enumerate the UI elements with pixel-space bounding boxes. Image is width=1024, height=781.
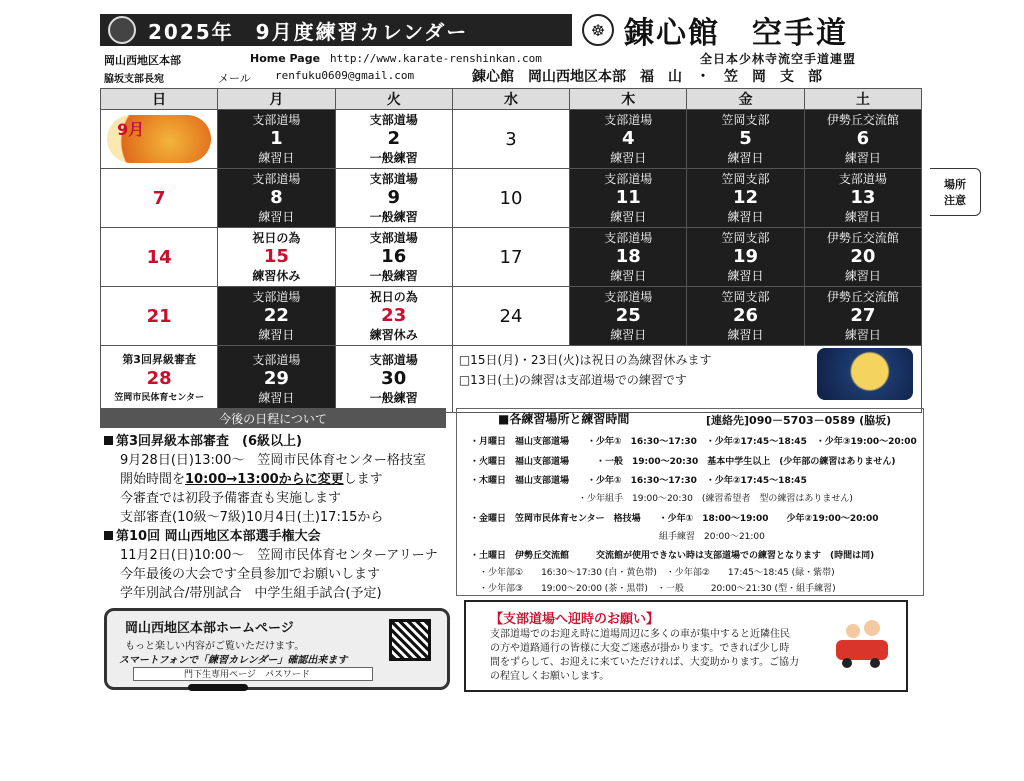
day-location: 笠岡支部	[721, 231, 770, 245]
day-status: 練習日	[258, 391, 295, 405]
day-cell	[218, 346, 335, 413]
day-cell	[335, 346, 452, 413]
qr-code-icon[interactable]	[389, 619, 431, 661]
day-cell	[570, 110, 687, 169]
day-location: 支部道場	[369, 231, 418, 245]
month-badge-cell	[101, 110, 218, 169]
day-status: 練習日	[727, 269, 764, 283]
day-location: 支部道場	[252, 353, 301, 367]
day-cell	[101, 228, 218, 287]
calendar-table	[100, 88, 922, 413]
event1-line: 支部審査(10級～7級)10月4日(土)17:15から	[120, 510, 384, 525]
day-cell	[218, 110, 335, 169]
day-number: 17	[499, 246, 523, 268]
day-number: 30	[381, 368, 407, 389]
notice-line: 間をずらして、お迎えに来ていただければ、大変助かります。ご協力	[490, 657, 799, 668]
day-number: 12	[733, 187, 759, 208]
day-number: 11	[615, 187, 641, 208]
hours-row: ・金曜日 笠岡市民体育センター 格技場 ・少年① 18:00～19:00 少年②19:00～20:00	[470, 514, 879, 524]
notice-line: 支部道場でのお迎え時に道場周辺に多くの車が集中すると近隣住民	[490, 629, 790, 640]
event1-title: 第3回昇級本部審査 (6級以上)	[116, 434, 302, 449]
hours-row: ・火曜日 福山支部道場 ・一般 19:00～20:30 基本中学生以上 (少年部の練習はありません)	[470, 457, 896, 467]
location-note-label: 場所	[944, 178, 966, 191]
change-suffix: します	[343, 472, 383, 487]
day-cell	[804, 228, 921, 287]
day-status: 練習日	[844, 210, 881, 224]
homepage-url[interactable]: http://www.karate-renshinkan.com	[330, 52, 542, 65]
day-number: 26	[733, 305, 759, 326]
event2-line: 今年最後の大会です全員参加でお願いします	[120, 567, 381, 582]
bullet-square-icon	[104, 436, 113, 445]
hours-row: ・少年部① 16:30～17:30 (白・黄色帯) ・少年部② 17:45～18:45 (緑・紫帯)	[470, 568, 835, 578]
day-cell	[687, 228, 804, 287]
day-status: 練習日	[258, 328, 295, 342]
month-badge-label: 9月	[117, 120, 145, 139]
branch-line: 錬心館 岡山西地区本部 福 山 ・ 笠 岡 支 部	[472, 69, 822, 85]
day-number: 28	[146, 368, 172, 389]
day-location: 支部道場	[369, 172, 418, 186]
weekday-mon: 月	[218, 89, 335, 110]
notice-line: の程宜しくお願いします。	[490, 671, 610, 682]
event2-line: 学年別試合/帯別試合 中学生組手試合(予定)	[120, 586, 382, 601]
event2-title-row	[104, 528, 321, 545]
week-row	[101, 287, 922, 346]
day-number: 18	[615, 246, 641, 267]
weekday-sat: 土	[804, 89, 921, 110]
day-status: 練習日	[844, 328, 881, 342]
location-note-tab	[930, 168, 981, 216]
day-status: 練習日	[844, 151, 881, 165]
day-status: 一般練習	[369, 391, 418, 405]
weekday-sun: 日	[101, 89, 218, 110]
day-number: 1	[270, 128, 283, 149]
day-location: 笠岡支部	[721, 290, 770, 304]
day-cell	[218, 287, 335, 346]
day-status: 練習日	[258, 210, 295, 224]
day-cell	[218, 228, 335, 287]
day-number: 19	[733, 246, 759, 267]
hq-label: 岡山西地区本部	[104, 54, 181, 67]
day-cell	[687, 169, 804, 228]
day-cell	[218, 169, 335, 228]
day-number: 5	[739, 128, 752, 149]
day-number: 23	[381, 305, 407, 326]
day-venue: 笠岡市民体育センター	[114, 393, 204, 403]
day-location: 支部道場	[252, 113, 301, 127]
schedule-header: 今後の日程について	[100, 408, 446, 428]
calendar-note: □15日(月)・23日(火)は祝日の為練習休みます	[458, 353, 712, 367]
weekday-wed: 水	[452, 89, 569, 110]
family-car-icon	[832, 618, 892, 668]
day-cell	[101, 287, 218, 346]
day-cell	[101, 346, 218, 413]
weekday-tue: 火	[335, 89, 452, 110]
day-number: 25	[615, 305, 641, 326]
day-status: 練習日	[610, 328, 647, 342]
emblem-icon	[108, 16, 136, 44]
notice-body	[490, 628, 799, 684]
dojo-emblem-icon: ☸	[582, 14, 614, 46]
day-cell	[687, 287, 804, 346]
notice-title: 【支部道場へ迎時のお願い】	[490, 612, 660, 627]
day-number: 7	[152, 187, 166, 209]
day-location: 支部道場	[604, 231, 653, 245]
day-status: 練習日	[610, 210, 647, 224]
event1-line: 今審査では初段予備審査も実施します	[120, 491, 342, 506]
day-cell	[452, 110, 569, 169]
homepage-label: Home Page	[250, 52, 321, 65]
person-label: 脇坂支部長宛	[104, 74, 164, 85]
week-row	[101, 346, 922, 413]
day-location: 支部道場	[252, 290, 301, 304]
day-status: 練習日	[727, 151, 764, 165]
weekday-header-row	[101, 89, 922, 110]
day-location: 支部道場	[604, 290, 653, 304]
homepage-box-line: スマートフォンで「練習カレンダー」確認出来ます	[119, 655, 348, 666]
day-cell	[335, 110, 452, 169]
day-number: 13	[850, 187, 876, 208]
change-time: 10:00→13:00からに変更	[185, 472, 344, 487]
day-status: 練習日	[258, 151, 295, 165]
hours-row: ・月曜日 福山支部道場 ・少年① 16:30～17:30 ・少年②17:45～18:45 ・少年③19:00～20:00	[470, 437, 917, 447]
page-title: 2025年 9月度練習カレンダー	[148, 19, 469, 44]
day-number: 14	[146, 246, 172, 268]
day-location: 支部道場	[838, 172, 887, 186]
attention-label: 注意	[944, 194, 966, 207]
day-location: 支部道場	[604, 113, 653, 127]
day-cell	[452, 287, 569, 346]
day-status: 練習日	[610, 269, 647, 283]
weekday-thu: 木	[570, 89, 687, 110]
bullet-square-icon	[104, 531, 113, 540]
day-number: 10	[499, 187, 523, 209]
calendar-note: □13日(土)の練習は支部道場での練習です	[458, 373, 687, 387]
day-number: 15	[263, 246, 289, 267]
contact-line: [連絡先]090－5703－0589 (脇坂)	[706, 414, 892, 427]
day-status: 一般練習	[369, 269, 418, 283]
day-cell	[452, 169, 569, 228]
event1-change-line	[120, 471, 383, 488]
day-location: 祝日の為	[369, 290, 418, 304]
calendar-notes-cell	[452, 346, 921, 413]
day-status: 練習日	[727, 328, 764, 342]
event1-title-row	[104, 433, 302, 450]
email-address[interactable]: renfuku0609@gmail.com	[275, 69, 415, 82]
day-location: 笠岡支部	[721, 113, 770, 127]
day-location: 伊勢丘交流館	[826, 290, 899, 304]
dojo-name: 錬心館 空手道	[624, 16, 848, 51]
day-number: 3	[505, 128, 517, 150]
event2-title: 第10回 岡山西地区本部選手権大会	[116, 529, 321, 544]
day-status: 練習日	[610, 151, 647, 165]
day-number: 4	[622, 128, 635, 149]
day-cell	[570, 287, 687, 346]
day-cell	[452, 228, 569, 287]
homepage-box[interactable]	[104, 608, 450, 690]
homepage-box-title: 岡山西地区本部ホームページ	[125, 621, 294, 636]
day-number: 20	[850, 246, 876, 267]
day-cell	[804, 169, 921, 228]
password-label: 門下生専用ページ パスワード	[184, 670, 310, 680]
day-event: 第3回昇級審査	[122, 353, 196, 366]
week-row	[101, 110, 922, 169]
day-number: 21	[146, 305, 172, 327]
day-cell	[570, 228, 687, 287]
day-location: 祝日の為	[252, 231, 301, 245]
federation-name: 全日本少林寺流空手道連盟	[700, 52, 857, 66]
week-row	[101, 228, 922, 287]
hours-row: 組手練習 20:00～21:00	[470, 532, 765, 542]
day-cell	[335, 169, 452, 228]
day-location: 笠岡支部	[721, 172, 770, 186]
day-location: 支部道場	[369, 353, 418, 367]
day-status: 練習日	[727, 210, 764, 224]
day-location: 伊勢丘交流館	[826, 231, 899, 245]
event1-line: 9月28日(日)13:00～ 笠岡市民体育センター格技室	[120, 453, 426, 468]
weekday-fri: 金	[687, 89, 804, 110]
change-prefix: 開始時間を	[120, 472, 186, 487]
day-cell	[804, 287, 921, 346]
hours-row: ・少年部③ 19:00～20:00 (茶・黒帯) ・一般 20:00～21:30 (型・組手練習)	[470, 584, 836, 594]
mail-label: メール	[218, 72, 251, 85]
autumn-leaf-icon	[107, 115, 211, 163]
day-status: 練習休み	[252, 269, 301, 283]
day-cell	[687, 110, 804, 169]
day-number: 27	[850, 305, 876, 326]
event2-line: 11月2日(日)10:00～ 笠岡市民体育センターアリーナ	[120, 548, 438, 563]
redacted-password	[188, 684, 248, 691]
day-status: 練習休み	[369, 328, 418, 342]
notice-line: の方や道路通行の皆様に大変ご迷惑が掛かります。できれば少し時	[490, 643, 790, 654]
hours-row: ・少年組手 19:00～20:30 (練習希望者 型の練習はありません)	[470, 494, 853, 504]
day-location: 支部道場	[604, 172, 653, 186]
day-cell	[101, 169, 218, 228]
day-number: 9	[387, 187, 400, 208]
day-cell	[335, 228, 452, 287]
week-row	[101, 169, 922, 228]
day-number: 24	[499, 305, 523, 327]
day-cell	[804, 110, 921, 169]
day-status: 一般練習	[369, 151, 418, 165]
day-number: 22	[263, 305, 289, 326]
day-number: 8	[270, 187, 283, 208]
day-status: 一般練習	[369, 210, 418, 224]
day-location: 支部道場	[252, 172, 301, 186]
day-cell	[335, 287, 452, 346]
hours-row: ・木曜日 福山支部道場 ・少年① 16:30～17:30 ・少年②17:45～18:45	[470, 476, 807, 486]
day-status: 練習日	[844, 269, 881, 283]
day-location: 伊勢丘交流館	[826, 113, 899, 127]
day-cell	[570, 169, 687, 228]
day-location: 支部道場	[369, 113, 418, 127]
day-number: 29	[263, 368, 289, 389]
day-number: 2	[387, 128, 400, 149]
day-number: 6	[856, 128, 870, 149]
pickup-notice-box	[464, 600, 908, 692]
title-bar	[100, 14, 572, 46]
day-number: 16	[381, 246, 407, 267]
homepage-box-line: もっと楽しい内容がご覧いただけます。	[125, 641, 305, 652]
hours-row: ・土曜日 伊勢丘交流館 交流館が使用できない時は支部道場での練習となります (時間は同)	[470, 551, 875, 561]
moon-viewing-icon	[817, 348, 913, 400]
password-field	[133, 667, 373, 681]
practice-hours-title: ■各練習場所と練習時間	[498, 412, 630, 426]
